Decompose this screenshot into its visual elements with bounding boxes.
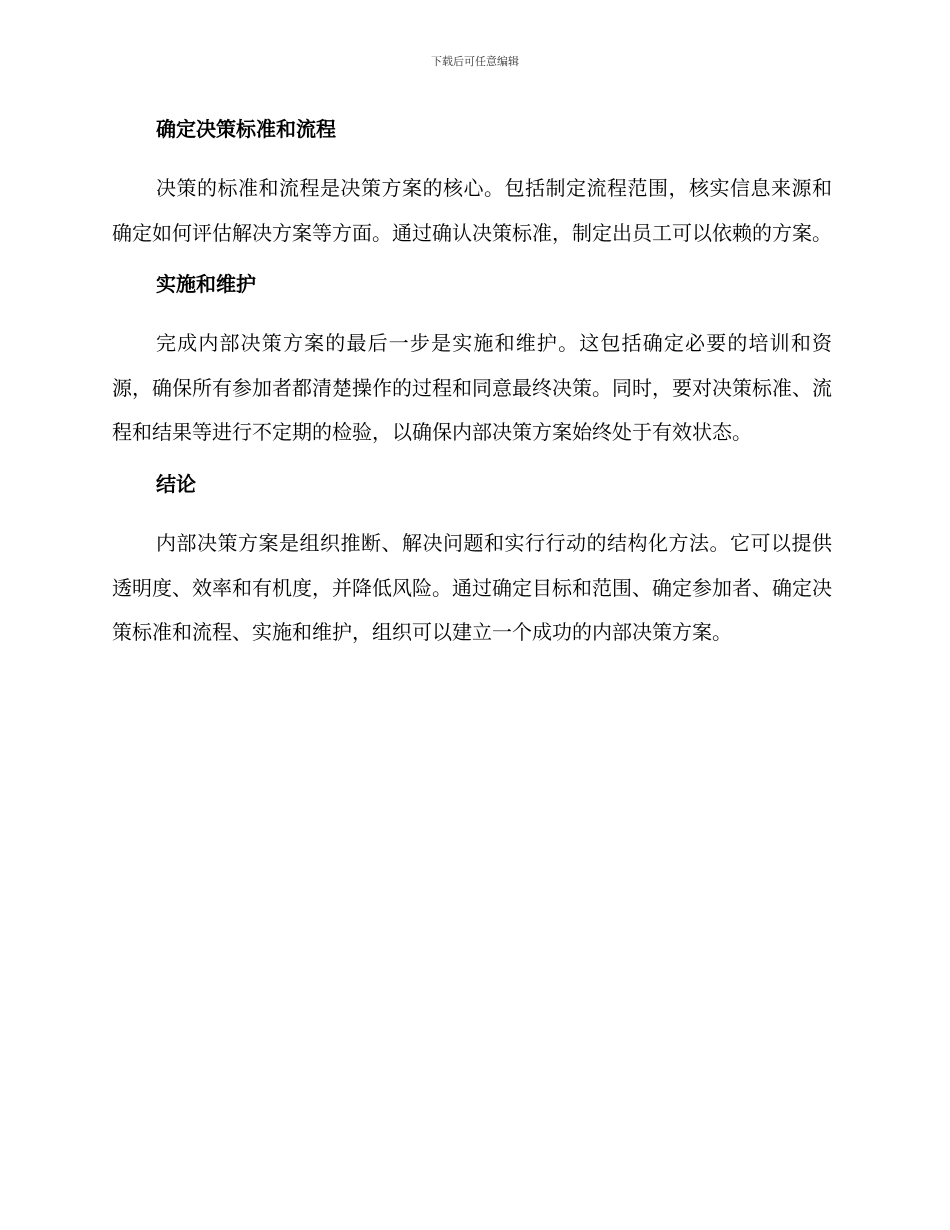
section-heading-implementation: 实施和维护 xyxy=(156,272,256,297)
section-body-conclusion: 内部决策方案是组织推断、解决问题和实行行动的结构化方法。它可以提供透明度、效率和有机度，并降低风险。通过确定目标和范围、确定参加者、确定决策标准和流程、实施和维护，组织可以建立一个成功的内部决策方案。 xyxy=(112,530,832,645)
section-body-implementation: 完成内部决策方案的最后一步是实施和维护。这包括确定必要的培训和资源，确保所有参加者都清楚操作的过程和同意最终决策。同时，要对决策标准、流程和结果等进行不定期的检验，以确保内部决策方案始终处于有效状态。 xyxy=(112,331,832,445)
section-heading-conclusion: 结论 xyxy=(156,471,196,496)
section-heading-criteria: 确定决策标准和流程 xyxy=(156,117,336,141)
page-header-note: 下载后可任意编辑 xyxy=(431,55,519,68)
section-body-criteria: 决策的标准和流程是决策方案的核心。包括制定流程范围，核实信息来源和确定如何评估解决方案等方面。通过确认决策标准，制定出员工可以依赖的方案。 xyxy=(112,176,832,245)
document-body xyxy=(112,112,832,655)
